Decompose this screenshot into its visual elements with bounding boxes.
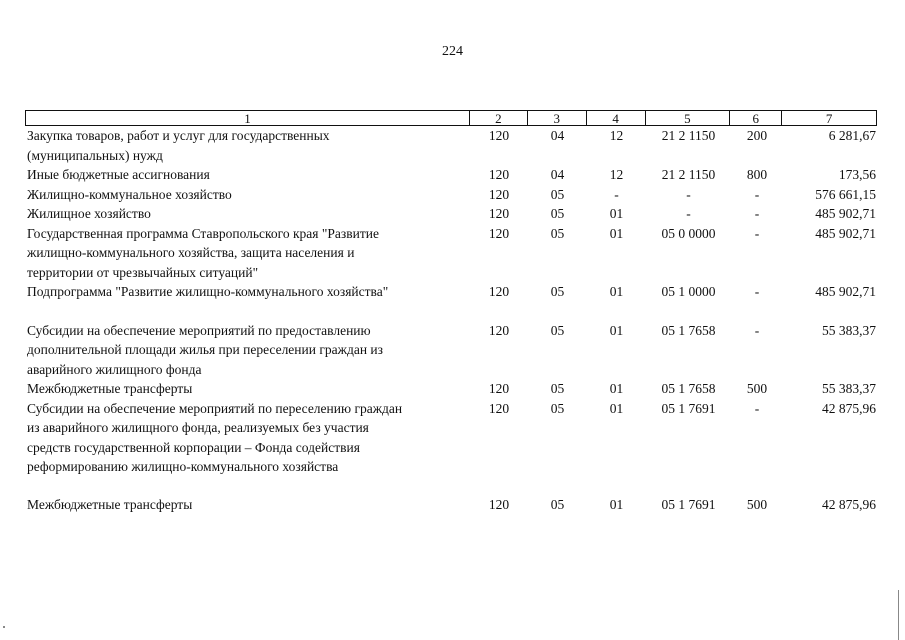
row-col-2: 120 — [488, 284, 510, 299]
row-col-3: 05 — [550, 284, 565, 299]
row-col-2: 120 — [488, 167, 510, 182]
row-col-2: 120 — [488, 206, 510, 221]
row-col-3: 04 — [550, 167, 565, 182]
row-col-5: 05 0 0000 — [661, 225, 716, 241]
row-spacer — [25, 477, 877, 495]
row-col-7: 576 661,15 — [815, 186, 876, 202]
header-col-2: 2 — [470, 111, 528, 125]
row-col-4: 12 — [609, 167, 624, 182]
row-col-5: 05 1 7658 — [661, 322, 716, 338]
row-col-3: 05 — [550, 322, 565, 338]
row-col-3: 05 — [550, 186, 565, 202]
row-name: Жилищно-коммунальное хозяйство — [27, 186, 232, 202]
row-col-4: 01 — [609, 206, 624, 221]
row-col-6: - — [754, 186, 760, 202]
row-col-7: 485 902,71 — [815, 225, 876, 241]
table-row — [25, 379, 877, 399]
row-name: Межбюджетные трансферты — [27, 496, 193, 512]
row-col-3: 05 — [550, 225, 565, 241]
row-col-3: 04 — [550, 128, 565, 143]
row-col-4: 01 — [609, 400, 624, 416]
row-col-7: 6 281,67 — [828, 128, 876, 143]
row-col-4: 01 — [609, 322, 624, 338]
row-name: Подпрограмма "Развитие жилищно-коммунального хозяйства" — [27, 284, 389, 299]
row-name: Межбюджетные трансферты — [27, 381, 193, 396]
row-col-7: 42 875,96 — [822, 496, 876, 512]
header-col-1: 1 — [26, 111, 470, 125]
row-col-2: 120 — [488, 496, 510, 512]
row-col-5: 05 1 0000 — [661, 284, 716, 299]
header-col-3: 3 — [528, 111, 587, 125]
table-row — [25, 185, 877, 205]
row-col-5: 05 1 7658 — [661, 381, 716, 396]
row-col-5: - — [686, 206, 691, 221]
row-name: Субсидии на обеспечение мероприятий по предоставлению дополнительной площади жилья при переселении граждан из аварийного жилищного фонда — [27, 322, 383, 377]
header-col-4: 4 — [587, 111, 646, 125]
row-col-3: 05 — [550, 206, 565, 221]
table-row — [25, 204, 877, 224]
row-col-7: 42 875,96 — [822, 400, 876, 416]
row-col-6: - — [754, 225, 760, 241]
table-row — [25, 321, 877, 380]
scan-mark — [3, 626, 5, 628]
table-row — [25, 282, 877, 302]
row-col-7: 485 902,71 — [815, 206, 876, 221]
table-body — [25, 126, 877, 514]
row-col-4: 01 — [609, 284, 624, 299]
table-row — [25, 224, 877, 283]
row-col-3: 05 — [550, 381, 565, 396]
row-col-2: 120 — [488, 128, 510, 143]
row-col-6: 800 — [746, 167, 768, 182]
row-col-5: 21 2 1150 — [661, 128, 716, 143]
row-name: Жилищное хозяйство — [27, 206, 151, 221]
row-spacer — [25, 302, 877, 321]
table-row — [25, 399, 877, 477]
row-col-7: 485 902,71 — [815, 284, 876, 299]
row-col-5: 21 2 1150 — [661, 167, 716, 182]
row-col-3: 05 — [550, 496, 565, 512]
row-col-6: - — [754, 400, 760, 416]
row-col-6: - — [754, 322, 760, 338]
row-col-4: 12 — [609, 128, 624, 143]
row-col-5: - — [686, 186, 691, 202]
row-col-7: 55 383,37 — [822, 322, 876, 338]
row-col-2: 120 — [488, 322, 510, 338]
row-col-7: 55 383,37 — [822, 381, 876, 396]
row-col-5: 05 1 7691 — [661, 496, 716, 512]
row-col-2: 120 — [488, 186, 510, 202]
row-col-6: 500 — [746, 496, 768, 512]
row-col-6: 200 — [746, 128, 768, 143]
row-col-4: 01 — [609, 496, 624, 512]
table-header — [25, 110, 877, 126]
row-col-5: 05 1 7691 — [661, 400, 716, 416]
row-col-4: 01 — [609, 381, 624, 396]
row-col-6: - — [754, 206, 760, 221]
row-col-2: 120 — [488, 381, 510, 396]
row-col-6: 500 — [746, 381, 768, 396]
row-name: Иные бюджетные ассигнования — [27, 167, 210, 182]
scan-mark — [898, 590, 899, 640]
header-col-5: 5 — [646, 111, 731, 125]
row-col-6: - — [754, 284, 760, 299]
table-row — [25, 126, 877, 165]
row-col-4: 01 — [609, 225, 624, 241]
row-col-2: 120 — [488, 400, 510, 416]
row-name: Государственная программа Ставропольского края "Развитие жилищно-коммунального хозяйства, защита населения и территории от чрезвычайных ситуаций" — [27, 225, 379, 280]
table-row — [25, 495, 877, 515]
table-row — [25, 165, 877, 185]
row-name: Закупка товаров, работ и услуг для государственных (муниципальных) нужд — [27, 128, 330, 163]
header-col-7: 7 — [825, 111, 833, 126]
header-col-6: 6 — [730, 111, 782, 125]
row-col-2: 120 — [488, 225, 510, 241]
row-col-4: - — [614, 186, 619, 202]
page-number: 224 — [442, 44, 463, 59]
row-col-3: 05 — [550, 400, 565, 416]
row-name: Субсидии на обеспечение мероприятий по переселению граждан из аварийного жилищного фонда, реализуемых без участия средств государственной корпорации – Фонда содействия реформированию жилищно-коммунального хозяйства — [27, 400, 403, 474]
row-col-7: 173,56 — [838, 167, 876, 182]
